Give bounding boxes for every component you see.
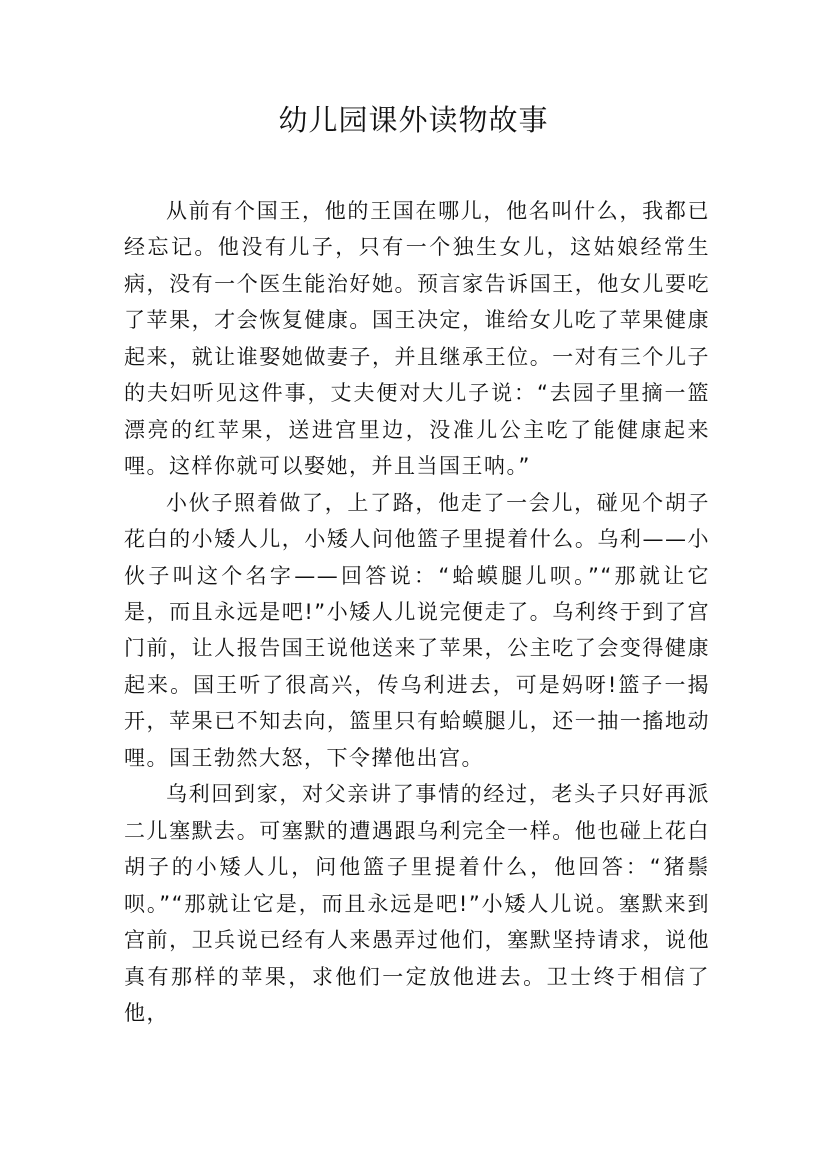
story-paragraph-3: 乌利回到家，对父亲讲了事情的经过，老头子只好再派二儿塞默去。可塞默的遭遇跟乌利完全一样。他也碰上花白胡子的小矮人儿，问他篮子里提着什么，他回答：“猪鬃呗。”“那就让它是，而且永远是吧!”小矮人儿说。塞默来到宫前，卫兵说已经有人来愚弄过他们，塞默坚持请求，说他真有那样的苹果，求他们一定放他进去。卫士终于相信了他， [124,782,710,1025]
story-body [124,193,710,1031]
story-paragraph-2: 小伙子照着做了，上了路，他走了一会儿，碰见个胡子花白的小矮人儿，小矮人问他篮子里提着什么。乌利——小伙子叫这个名字——回答说：“蛤蟆腿儿呗。”“那就让它是，而且永远是吧!”小矮人儿说完便走了。乌利终于到了宫门前，让人报告国王说他送来了苹果，公主吃了会变得健康起来。国王听了很高兴，传乌利进去，可是妈呀!篮子一揭开，苹果已不知去向，篮里只有蛤蟆腿儿，还一抽一搐地动哩。国王勃然大怒，下令撵他出宫。 [124,490,710,770]
story-paragraph-1: 从前有个国王，他的王国在哪儿，他名叫什么，我都已经忘记。他没有儿子，只有一个独生女儿，这姑娘经常生病，没有一个医生能治好她。预言家告诉国王，他女儿要吃了苹果，才会恢复健康。国王决定，谁给女儿吃了苹果健康起来，就让谁娶她做妻子，并且继承王位。一对有三个儿子的夫妇听见这件事，丈夫便对大儿子说：“去园子里摘一篮漂亮的红苹果，送进宫里边，没准儿公主吃了能健康起来哩。这样你就可以娶她，并且当国王呐。” [124,199,710,479]
document-title: 幼儿园课外读物故事 [278,103,549,137]
